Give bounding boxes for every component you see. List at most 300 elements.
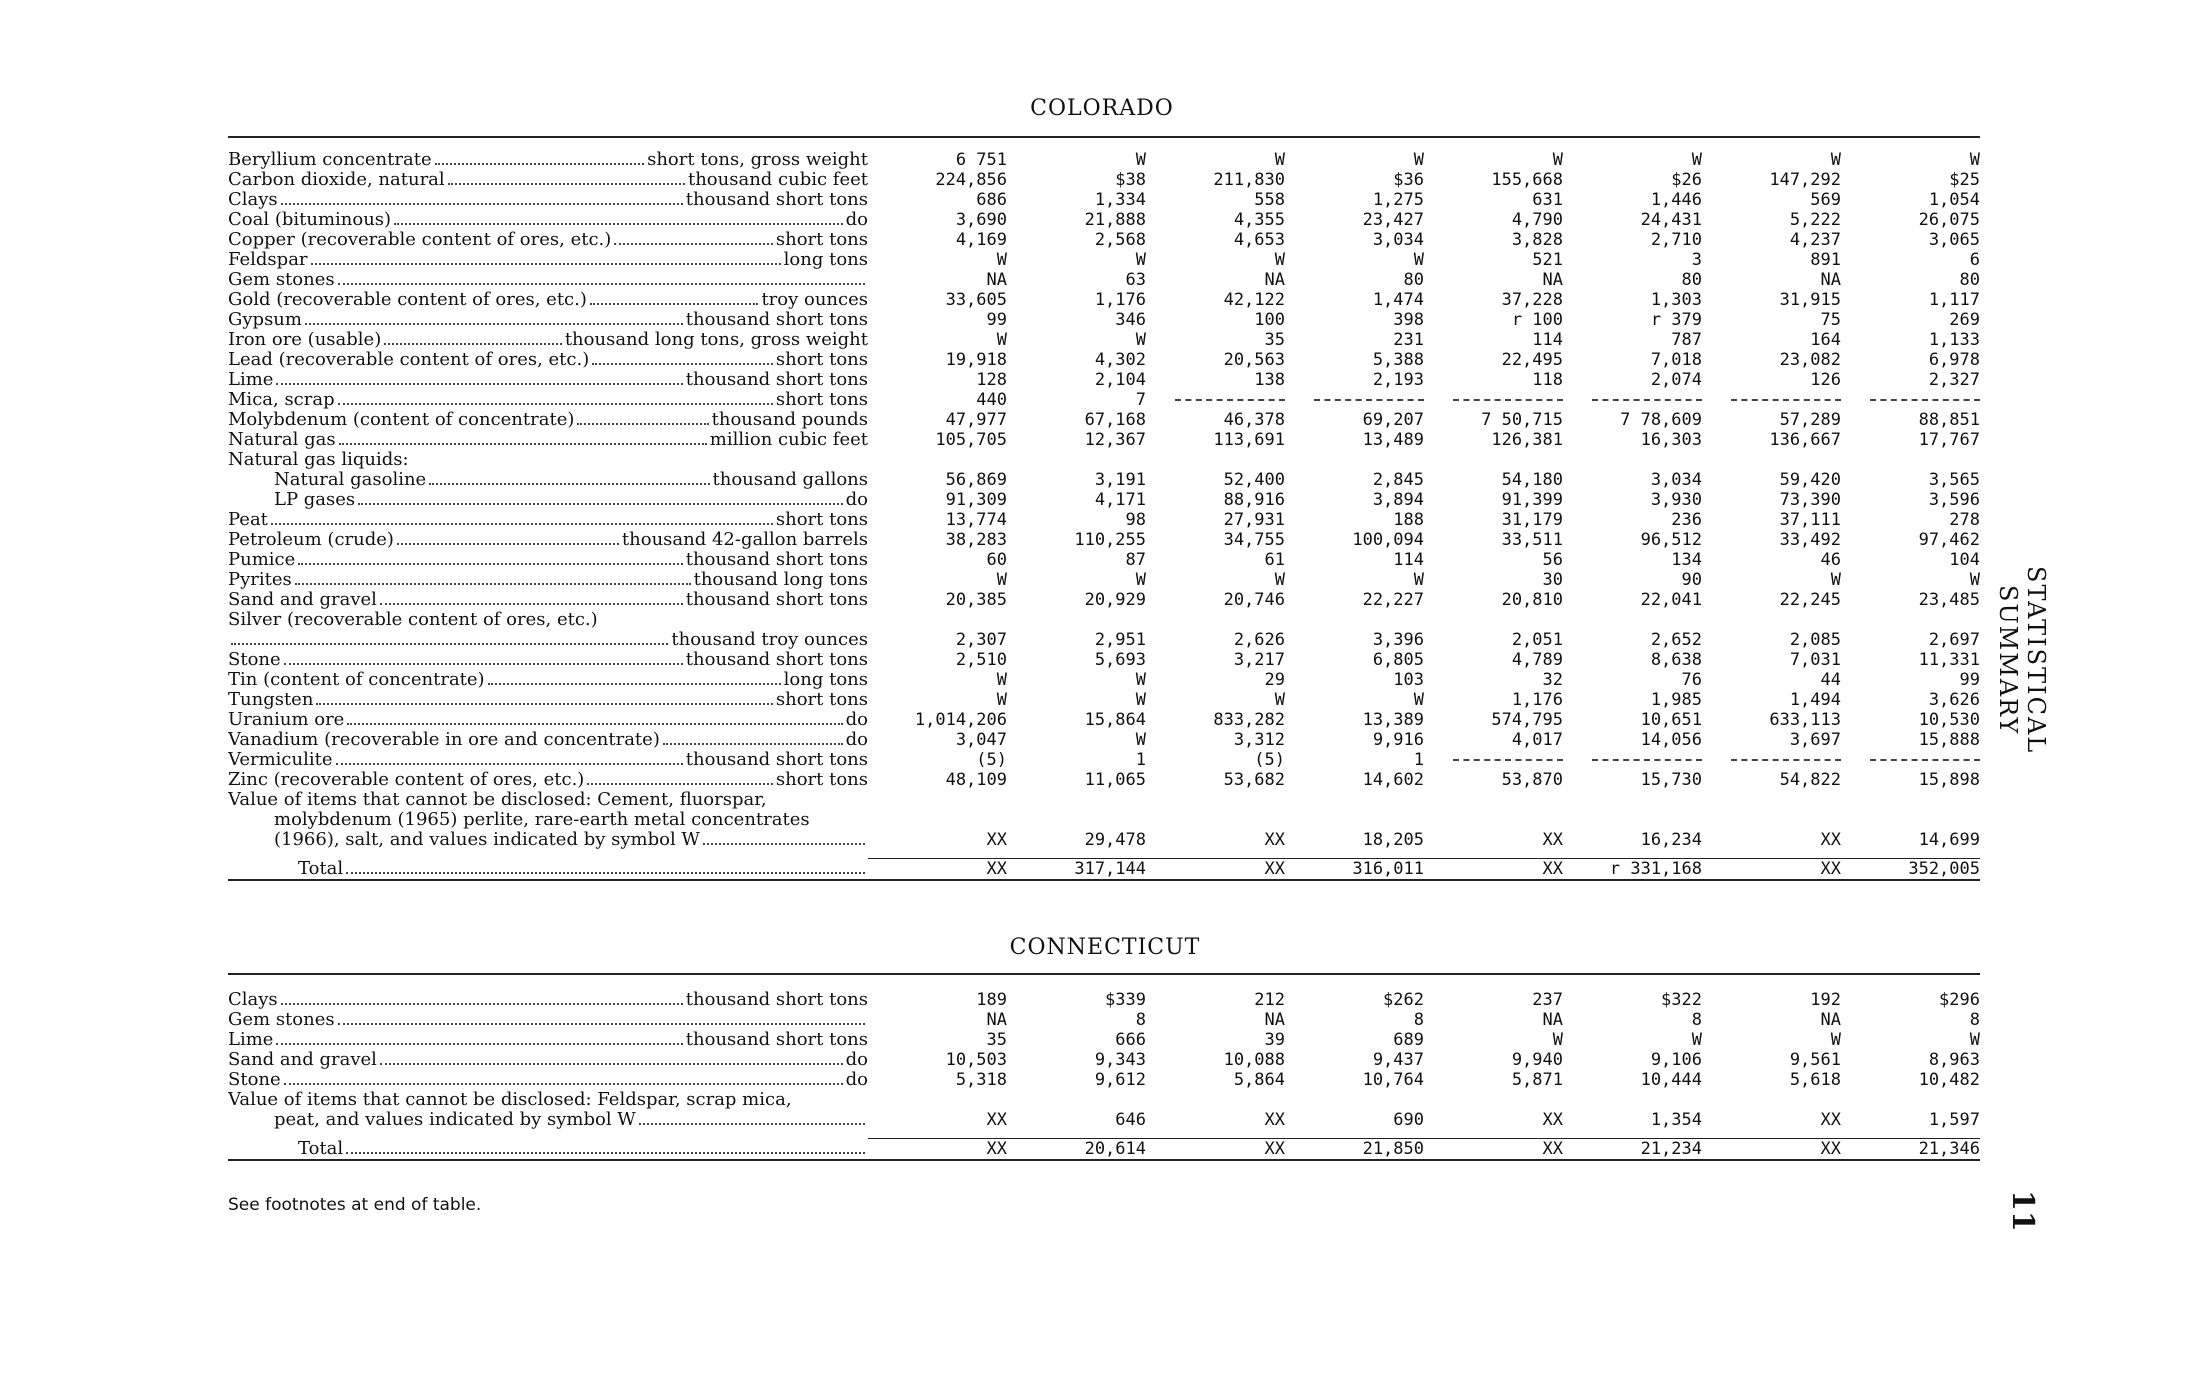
item-unit: thousand long tons, gross weight [564, 330, 868, 350]
dot-leader [592, 363, 773, 365]
item-name: Copper (recoverable content of ores, etc.) [228, 230, 612, 250]
table-row [228, 290, 1980, 310]
value-cell: 2,104 [1094, 370, 1146, 390]
value-cell: 3 [1691, 250, 1702, 270]
value-cell: 5,222 [1789, 210, 1841, 230]
value-cell: W [1413, 150, 1424, 170]
value-cell: 29 [1264, 670, 1285, 690]
item-unit: short tons [775, 510, 868, 530]
dot-leader [305, 323, 683, 325]
value-cell: (5) [976, 750, 1007, 770]
value-cell [1424, 810, 1563, 830]
value-cell: NA [1264, 270, 1285, 290]
dot-leader [311, 263, 781, 265]
value-cell: 69,207 [1362, 410, 1424, 430]
value-cell [1841, 390, 1980, 410]
item-unit: thousand short tons [685, 590, 868, 610]
value-cell: 39 [1264, 1030, 1285, 1050]
value-cell: 9,940 [1511, 1050, 1563, 1070]
row-label [228, 250, 868, 270]
value-cell: 104 [1949, 550, 1980, 570]
value-cell: 20,929 [1084, 590, 1146, 610]
value-cell: 12,367 [1084, 430, 1146, 450]
row-label [228, 450, 868, 470]
value-cell: 1,117 [1928, 290, 1980, 310]
value-cell: 2,710 [1650, 230, 1702, 250]
table-row [228, 550, 1980, 570]
value-cell: 30 [1542, 570, 1563, 590]
value-cell: 2,652 [1650, 630, 1702, 650]
row-label [228, 610, 868, 630]
item-name: Stone [228, 650, 281, 670]
value-cell: 99 [1959, 670, 1980, 690]
no-data-dash [1592, 759, 1702, 761]
row-label [228, 790, 868, 810]
row-label [228, 830, 868, 850]
value-cell: 134 [1671, 550, 1702, 570]
value-cell [1007, 610, 1146, 630]
value-cell [1563, 390, 1702, 410]
item-name: (1966), salt, and values indicated by symbol W [274, 830, 700, 850]
value-cell: W [1135, 150, 1146, 170]
value-cell: 16,303 [1640, 430, 1702, 450]
value-cell: 11,065 [1084, 770, 1146, 790]
value-cell: 4,355 [1233, 210, 1285, 230]
table-row [228, 750, 1980, 770]
value-cell: 7,031 [1789, 650, 1841, 670]
no-data-dash [1453, 759, 1563, 761]
item-unit: short tons [775, 230, 868, 250]
value-cell [868, 810, 1007, 830]
value-cell: 10,764 [1362, 1070, 1424, 1090]
row-label [228, 550, 868, 570]
dot-leader [338, 283, 865, 285]
total-row [228, 859, 1980, 881]
item-name: Clays [228, 190, 278, 210]
value-cell: 99 [986, 310, 1007, 330]
value-cell: W [1135, 690, 1146, 710]
value-cell [1285, 790, 1424, 810]
item-unit: thousand 42-gallon barrels [621, 530, 868, 550]
value-cell: 8 [1691, 1010, 1702, 1030]
value-cell: 2,085 [1789, 630, 1841, 650]
item-unit: long tons [783, 250, 868, 270]
connecticut-table [228, 990, 1980, 1167]
item-name: Natural gasoline [274, 470, 427, 490]
dot-leader [231, 643, 668, 645]
row-label [228, 750, 868, 770]
table-row [228, 410, 1980, 430]
value-cell: 6,978 [1928, 350, 1980, 370]
value-cell: 1,334 [1094, 190, 1146, 210]
item-unit: thousand pounds [711, 410, 868, 430]
value-cell: 1,275 [1372, 190, 1424, 210]
value-cell [1007, 810, 1146, 830]
item-name: Uranium ore [228, 710, 345, 730]
value-cell: 53,870 [1501, 770, 1563, 790]
total-row [228, 1139, 1980, 1161]
value-cell: 73,390 [1779, 490, 1841, 510]
value-cell: 126 [1810, 370, 1841, 390]
value-cell: 2,510 [955, 650, 1007, 670]
value-cell [1285, 810, 1424, 830]
row-label [228, 430, 868, 450]
value-cell: W [1830, 570, 1841, 590]
value-cell: 9,561 [1789, 1050, 1841, 1070]
value-cell: 22,041 [1640, 590, 1702, 610]
value-cell: W [996, 570, 1007, 590]
value-cell: 4,171 [1094, 490, 1146, 510]
value-cell: 4,653 [1233, 230, 1285, 250]
value-cell: 690 [1393, 1110, 1424, 1130]
item-name: Mica, scrap [228, 390, 335, 410]
value-cell: NA [1542, 1010, 1563, 1030]
total-label [228, 1139, 868, 1161]
value-cell: 100 [1254, 310, 1285, 330]
value-cell: 2,307 [955, 630, 1007, 650]
row-label [228, 1050, 868, 1070]
value-cell: 42,122 [1223, 290, 1285, 310]
value-cell: 20,810 [1501, 590, 1563, 610]
value-cell: 3,930 [1650, 490, 1702, 510]
bottom-rule-row [228, 1160, 1980, 1167]
item-name: Silver (recoverable content of ores, etc.) [228, 610, 598, 630]
table-row [228, 810, 1980, 830]
item-name: LP gases [274, 490, 356, 510]
dot-leader [339, 443, 707, 445]
value-cell: XX [1542, 830, 1563, 850]
item-unit: thousand short tons [685, 310, 868, 330]
value-cell [1841, 1090, 1980, 1110]
value-cell [1563, 450, 1702, 470]
value-cell: 569 [1810, 190, 1841, 210]
total-rule-row [228, 1130, 1980, 1139]
value-cell: 54,180 [1501, 470, 1563, 490]
value-cell [1424, 450, 1563, 470]
value-cell: 8 [1135, 1010, 1146, 1030]
value-cell [868, 610, 1007, 630]
value-cell: 5,871 [1511, 1070, 1563, 1090]
value-cell: 91,399 [1501, 490, 1563, 510]
value-cell: 237 [1532, 990, 1563, 1010]
total-value-cell: 21,346 [1918, 1139, 1980, 1159]
item-name: Feldspar [228, 250, 308, 270]
table-row [228, 1090, 1980, 1110]
value-cell: 32 [1542, 670, 1563, 690]
value-cell: XX [1264, 1110, 1285, 1130]
value-cell: 9,106 [1650, 1050, 1702, 1070]
value-cell: 24,431 [1640, 210, 1702, 230]
value-cell: W [1135, 250, 1146, 270]
table-row [228, 650, 1980, 670]
dot-leader [346, 1152, 865, 1154]
value-cell: 666 [1115, 1030, 1146, 1050]
value-cell: 15,730 [1640, 770, 1702, 790]
value-cell [1007, 790, 1146, 810]
value-cell: 128 [976, 370, 1007, 390]
value-cell: W [1135, 570, 1146, 590]
item-unit: thousand short tons [685, 190, 868, 210]
value-cell: 13,489 [1362, 430, 1424, 450]
dot-leader [338, 403, 773, 405]
value-cell: 14,699 [1918, 830, 1980, 850]
value-cell [1424, 750, 1563, 770]
value-cell: 5,618 [1789, 1070, 1841, 1090]
value-cell: 224,856 [935, 170, 1007, 190]
item-name: Pumice [228, 550, 296, 570]
row-label [228, 770, 868, 790]
dot-leader [614, 243, 773, 245]
dot-leader [590, 303, 759, 305]
value-cell: 2,327 [1928, 370, 1980, 390]
value-cell: $339 [1105, 990, 1146, 1010]
table-row [228, 590, 1980, 610]
value-cell: 37,228 [1501, 290, 1563, 310]
item-name: Natural gas [228, 430, 336, 450]
value-cell: W [996, 690, 1007, 710]
item-name: Stone [228, 1070, 281, 1090]
value-cell: 5,864 [1233, 1070, 1285, 1090]
value-cell: $26 [1671, 170, 1702, 190]
value-cell: W [1413, 570, 1424, 590]
value-cell: 5,388 [1372, 350, 1424, 370]
value-cell [1702, 750, 1841, 770]
item-unit: thousand short tons [685, 990, 868, 1010]
dot-leader [577, 423, 708, 425]
value-cell [1424, 390, 1563, 410]
value-cell: 147,292 [1769, 170, 1841, 190]
table-row [228, 390, 1980, 410]
table-row [228, 150, 1980, 170]
value-cell: 2,845 [1372, 470, 1424, 490]
value-cell: 1,303 [1650, 290, 1702, 310]
row-label [228, 1070, 868, 1090]
dot-leader [336, 763, 683, 765]
table-row [228, 470, 1980, 490]
value-cell: 4,790 [1511, 210, 1563, 230]
value-cell: 97,462 [1918, 530, 1980, 550]
value-cell: 63 [1125, 270, 1146, 290]
dot-leader [298, 563, 683, 565]
value-cell [1007, 1090, 1146, 1110]
dot-leader [346, 872, 865, 874]
value-cell: 787 [1671, 330, 1702, 350]
table-row [228, 270, 1980, 290]
value-cell [1563, 1090, 1702, 1110]
total-value-cell: XX [1264, 859, 1285, 879]
value-cell: 56,869 [945, 470, 1007, 490]
value-cell: 14,056 [1640, 730, 1702, 750]
dot-leader [284, 663, 683, 665]
item-unit: thousand short tons [685, 650, 868, 670]
value-cell: 521 [1532, 250, 1563, 270]
item-name: Petroleum (crude) [228, 530, 394, 550]
value-cell: 56 [1542, 550, 1563, 570]
value-cell: W [996, 670, 1007, 690]
value-cell: XX [1820, 1110, 1841, 1130]
value-cell: 61 [1264, 550, 1285, 570]
value-cell [1285, 610, 1424, 630]
item-name: Gem stones [228, 270, 335, 290]
table-row [228, 230, 1980, 250]
table-row [228, 830, 1980, 850]
dot-leader [380, 1063, 843, 1065]
value-cell: 33,492 [1779, 530, 1841, 550]
row-label [228, 1010, 868, 1030]
value-cell: 189 [976, 990, 1007, 1010]
value-cell [1702, 810, 1841, 830]
value-cell: W [1552, 1030, 1563, 1050]
value-cell: W [1135, 670, 1146, 690]
value-cell: 31,915 [1779, 290, 1841, 310]
item-name: Natural gas liquids: [228, 450, 409, 470]
value-cell: 3,894 [1372, 490, 1424, 510]
value-cell: 126,381 [1491, 430, 1563, 450]
row-label [228, 350, 868, 370]
value-cell: 59,420 [1779, 470, 1841, 490]
dot-leader [639, 1123, 865, 1125]
value-cell [868, 1090, 1007, 1110]
item-name: Tungsten [228, 690, 314, 710]
value-cell: 19,918 [945, 350, 1007, 370]
value-cell: 110,255 [1074, 530, 1146, 550]
value-cell: 1,354 [1650, 1110, 1702, 1130]
value-cell: W [1830, 150, 1841, 170]
item-unit: short tons, gross weight [647, 150, 868, 170]
value-cell: 891 [1810, 250, 1841, 270]
dot-leader [271, 523, 773, 525]
value-cell: 7 [1135, 390, 1146, 410]
value-cell: 31,179 [1501, 510, 1563, 530]
table-row [228, 490, 1980, 510]
row-label [228, 270, 868, 290]
value-cell [1841, 810, 1980, 830]
value-cell: 118 [1532, 370, 1563, 390]
value-cell: $296 [1939, 990, 1980, 1010]
value-cell: 8 [1413, 1010, 1424, 1030]
item-unit: thousand short tons [685, 750, 868, 770]
row-label [228, 690, 868, 710]
dot-leader [295, 583, 691, 585]
value-cell: 10,530 [1918, 710, 1980, 730]
value-cell: 10,444 [1640, 1070, 1702, 1090]
no-data-dash [1870, 399, 1980, 401]
value-cell: 346 [1115, 310, 1146, 330]
row-label [228, 310, 868, 330]
row-label [228, 470, 868, 490]
no-data-dash [1870, 759, 1980, 761]
value-cell: XX [986, 1110, 1007, 1130]
item-unit: thousand gallons [712, 470, 868, 490]
value-cell: 192 [1810, 990, 1841, 1010]
value-cell: 88,916 [1223, 490, 1285, 510]
value-cell: 54,822 [1779, 770, 1841, 790]
total-value-cell: XX [1542, 1139, 1563, 1159]
item-unit: short tons [775, 690, 868, 710]
value-cell: 22,245 [1779, 590, 1841, 610]
value-cell: 8,638 [1650, 650, 1702, 670]
value-cell: 3,034 [1372, 230, 1424, 250]
item-unit: short tons [775, 770, 868, 790]
value-cell: 3,191 [1094, 470, 1146, 490]
value-cell: 211,830 [1213, 170, 1285, 190]
value-cell [1007, 450, 1146, 470]
no-data-dash [1592, 399, 1702, 401]
value-cell: 3,565 [1928, 470, 1980, 490]
item-name: Carbon dioxide, natural [228, 170, 445, 190]
value-cell [1285, 390, 1424, 410]
value-cell [1424, 610, 1563, 630]
table-row [228, 210, 1980, 230]
value-cell: 33,511 [1501, 530, 1563, 550]
total-value-cell: XX [986, 1139, 1007, 1159]
table-row [228, 250, 1980, 270]
value-cell: 15,888 [1918, 730, 1980, 750]
table-row [228, 330, 1980, 350]
value-cell: 3,312 [1233, 730, 1285, 750]
value-cell: 236 [1671, 510, 1702, 530]
value-cell: XX [1542, 1110, 1563, 1130]
total-value-cell: 352,005 [1908, 859, 1980, 879]
row-label [228, 630, 868, 650]
item-name: Molybdenum (content of concentrate) [228, 410, 575, 430]
dot-leader [316, 703, 772, 705]
value-cell: 35 [1264, 330, 1285, 350]
item-unit: thousand cubic feet [687, 170, 868, 190]
dot-leader [276, 1043, 682, 1045]
item-name: Zinc (recoverable content of ores, etc.) [228, 770, 585, 790]
value-cell: 7 50,715 [1481, 410, 1563, 430]
total-text: Total [298, 858, 344, 879]
value-cell: 2,193 [1372, 370, 1424, 390]
value-cell: r 379 [1650, 310, 1702, 330]
value-cell: 44 [1820, 670, 1841, 690]
value-cell: 20,746 [1223, 590, 1285, 610]
value-cell [1841, 790, 1980, 810]
value-cell: W [1830, 1030, 1841, 1050]
row-label [228, 570, 868, 590]
value-cell [868, 790, 1007, 810]
value-cell [1285, 450, 1424, 470]
value-cell: $25 [1949, 170, 1980, 190]
table-row [228, 990, 1980, 1010]
dot-leader [448, 183, 685, 185]
row-label [228, 710, 868, 730]
value-cell: 98 [1125, 510, 1146, 530]
value-cell [868, 450, 1007, 470]
value-cell [1285, 1090, 1424, 1110]
value-cell: 3,047 [955, 730, 1007, 750]
value-cell: 46 [1820, 550, 1841, 570]
value-cell: r 100 [1511, 310, 1563, 330]
total-value-cell: XX [986, 859, 1007, 879]
table-row [228, 1070, 1980, 1090]
value-cell: 48,109 [945, 770, 1007, 790]
total-value-cell: 20,614 [1084, 1139, 1146, 1159]
row-label [228, 410, 868, 430]
item-name: Peat [228, 510, 268, 530]
dot-leader [338, 1023, 865, 1025]
total-rule-row [228, 850, 1980, 859]
value-cell: 29,478 [1084, 830, 1146, 850]
value-cell: 833,282 [1213, 710, 1285, 730]
value-cell: 57,289 [1779, 410, 1841, 430]
value-cell: 6 751 [955, 150, 1007, 170]
dot-leader [663, 743, 843, 745]
row-label [228, 170, 868, 190]
value-cell: 8 [1969, 1010, 1980, 1030]
value-cell: 23,485 [1918, 590, 1980, 610]
